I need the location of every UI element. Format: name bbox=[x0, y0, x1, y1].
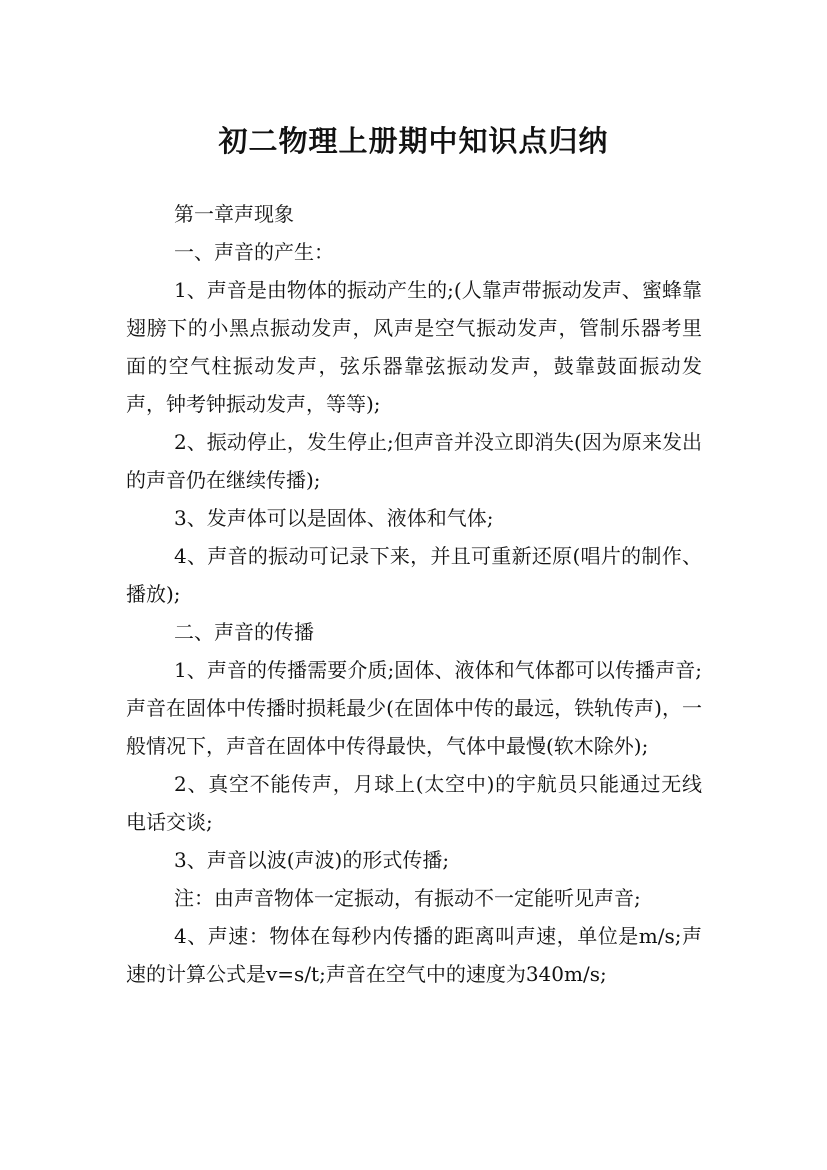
document-body bbox=[126, 195, 702, 993]
paragraph-4: 4、声音的振动可记录下来，并且可重新还原(唱片的制作、播放); bbox=[126, 544, 702, 606]
paragraph-1: 1、声音是由物体的振动产生的;(人靠声带振动发声、蜜蜂靠翅膀下的小黑点振动发声，风声是空气振动发声，管制乐器考里面的空气柱振动发声，弦乐器靠弦振动发声，鼓靠鼓面振动发声，钟考钟振动发声，等等); bbox=[126, 278, 702, 416]
paragraph-7: 3、声音以波(声波)的形式传播; bbox=[174, 848, 450, 872]
paragraph-3: 3、发声体可以是固体、液体和气体; bbox=[174, 506, 494, 530]
section-heading-sound-propagation: 二、声音的传播 bbox=[174, 620, 314, 644]
document-title: 初二物理上册期中知识点归纳 bbox=[218, 124, 609, 159]
paragraph-2: 2、振动停止，发生停止;但声音并没立即消失(因为原来发出的声音仍在继续传播); bbox=[126, 430, 702, 492]
paragraph-6: 2、真空不能传声，月球上(太空中)的宇航员只能通过无线电话交谈; bbox=[126, 772, 702, 834]
paragraph-8: 4、声速：物体在每秒内传播的距离叫声速，单位是m/s;声速的计算公式是v=s/t;声音在空气中的速度为340m/s; bbox=[126, 924, 702, 986]
chapter-heading: 第一章声现象 bbox=[174, 202, 294, 226]
section-heading-sound-production: 一、声音的产生： bbox=[174, 240, 334, 264]
paragraph-5: 1、声音的传播需要介质;固体、液体和气体都可以传播声音;声音在固体中传播时损耗最少(在固体中传的最远，铁轨传声)，一般情况下，声音在固体中传得最快，气体中最慢(软木除外); bbox=[126, 658, 702, 758]
note-paragraph: 注：由声音物体一定振动，有振动不一定能听见声音; bbox=[174, 886, 641, 910]
